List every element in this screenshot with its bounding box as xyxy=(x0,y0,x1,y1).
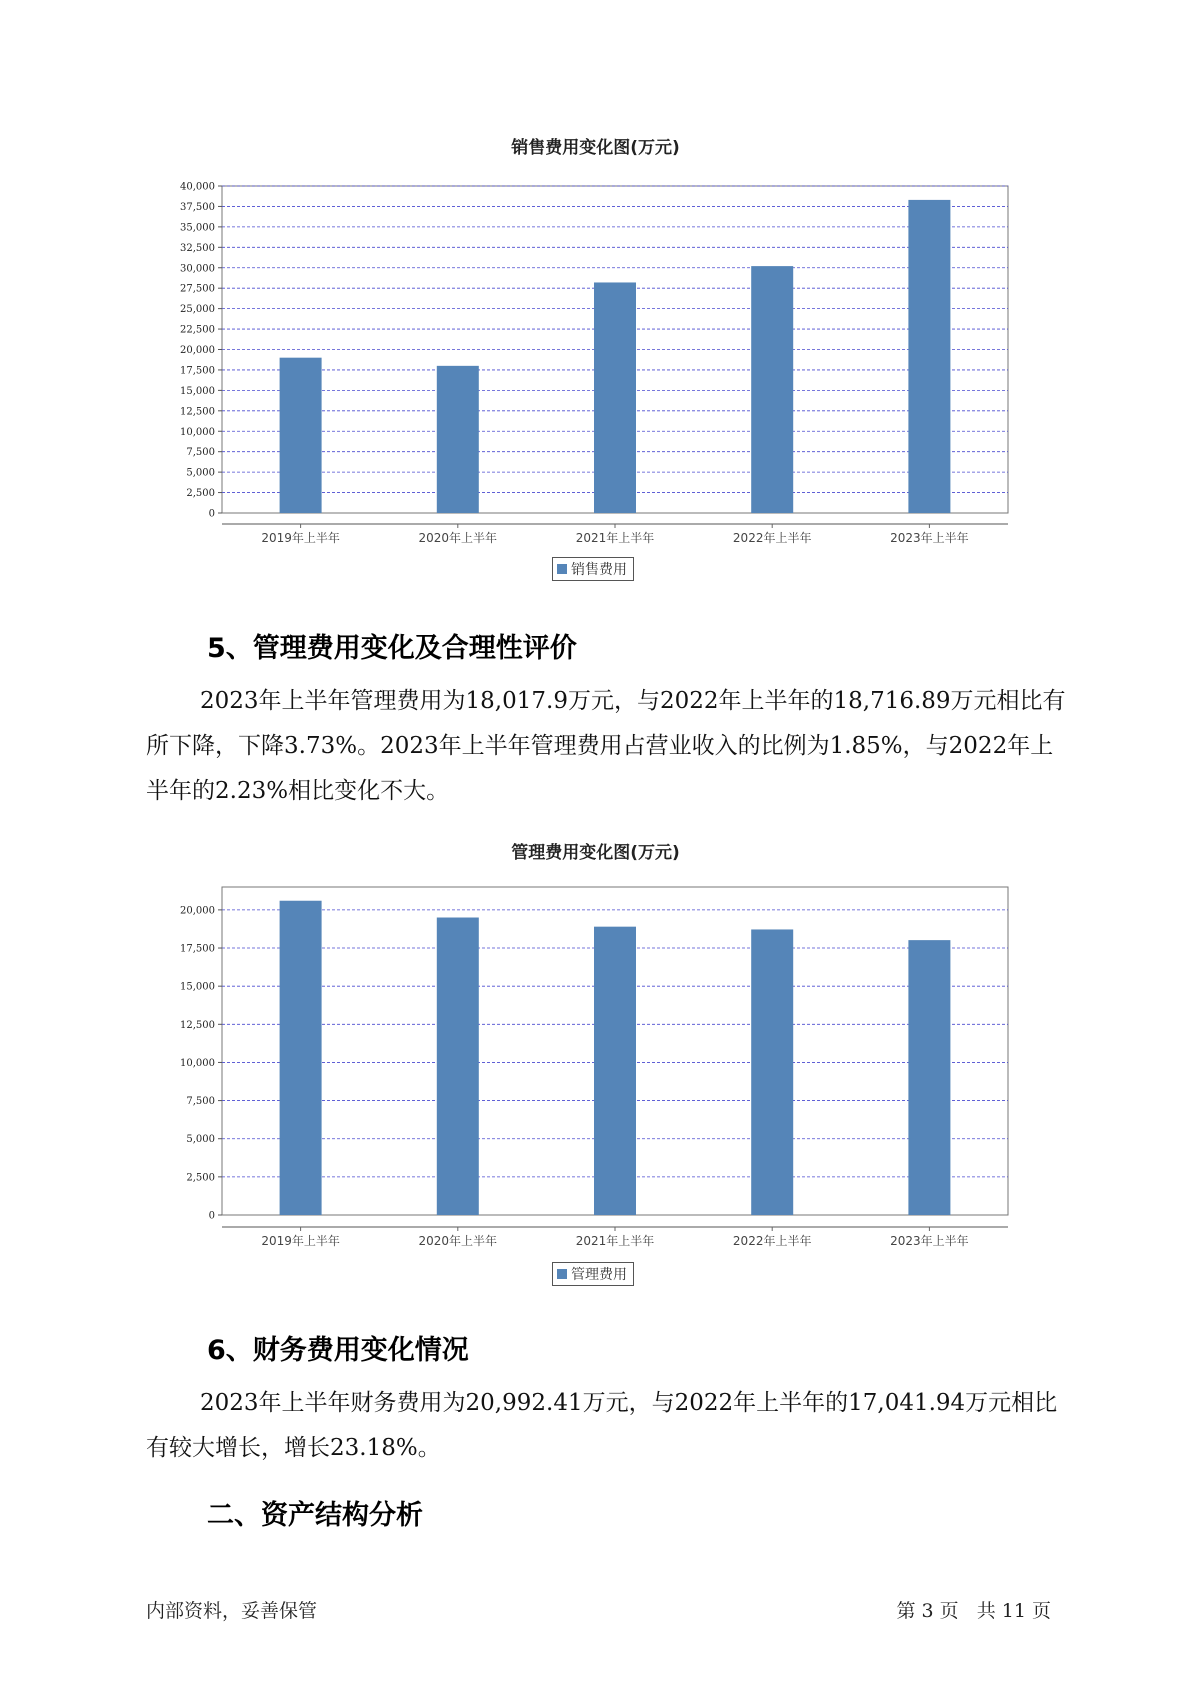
y-tick-label: 5,000 xyxy=(186,1134,215,1146)
y-tick-label: 12,500 xyxy=(180,1019,215,1031)
x-tick-label: 2022年上半年 xyxy=(732,531,812,545)
y-tick-label: 25,000 xyxy=(180,304,215,316)
section-5-paragraph: 2023年上半年管理费用为18,017.9万元，与2022年上半年的18,716.89万元相比有所下降，下降3.73%。2023年上半年管理费用占营业收入的比例为1.85%，与2022年上半年的2.23%相比变化不大。 xyxy=(146,688,1066,804)
y-tick-label: 15,000 xyxy=(180,385,215,397)
chart1-legend-label: 销售费用 xyxy=(571,562,627,578)
bar-2022年上半年 xyxy=(751,929,793,1215)
y-tick-label: 5,000 xyxy=(186,467,215,479)
section-6-paragraph: 2023年上半年财务费用为20,992.41万元，与2022年上半年的17,041.94万元相比有较大增长，增长23.18%。 xyxy=(146,1390,1058,1461)
x-tick-label: 2021年上半年 xyxy=(575,531,655,545)
y-tick-label: 10,000 xyxy=(180,426,215,438)
y-tick-label: 37,500 xyxy=(180,201,215,213)
y-tick-label: 20,000 xyxy=(180,905,215,917)
y-tick-label: 2,500 xyxy=(186,488,215,500)
x-tick-label: 2020年上半年 xyxy=(418,1234,498,1248)
bar-2021年上半年 xyxy=(594,927,636,1215)
y-tick-label: 0 xyxy=(208,1210,215,1222)
y-tick-label: 10,000 xyxy=(180,1057,215,1069)
legend-swatch xyxy=(557,1269,567,1279)
y-tick-label: 7,500 xyxy=(186,1096,215,1108)
x-tick-label: 2023年上半年 xyxy=(890,531,969,545)
y-tick-label: 27,500 xyxy=(180,283,215,295)
x-tick-label: 2019年上半年 xyxy=(261,1234,340,1248)
y-tick-label: 0 xyxy=(208,508,215,520)
footer-confidential: 内部资料，妥善保管 xyxy=(146,1600,318,1622)
y-tick-label: 30,000 xyxy=(180,263,215,275)
y-tick-label: 22,500 xyxy=(180,324,215,336)
x-tick-label: 2020年上半年 xyxy=(418,531,498,545)
y-tick-label: 7,500 xyxy=(186,447,215,459)
chart2-legend xyxy=(552,1262,634,1286)
x-tick-label: 2023年上半年 xyxy=(890,1234,969,1248)
y-tick-label: 17,500 xyxy=(180,943,215,955)
bar-2020年上半年 xyxy=(437,918,479,1215)
section-2-heading: 二、资产结构分析 xyxy=(207,1500,423,1531)
chart1-title: 销售费用变化图(万元) xyxy=(511,138,680,158)
y-tick-label: 17,500 xyxy=(180,365,215,377)
section-5-heading: 5、管理费用变化及合理性评价 xyxy=(207,633,577,664)
y-tick-label: 2,500 xyxy=(186,1172,215,1184)
bar-2019年上半年 xyxy=(280,901,322,1215)
y-tick-label: 15,000 xyxy=(180,981,215,993)
y-tick-label: 40,000 xyxy=(180,181,215,193)
footer-page-number: 第 3 页 共 11 页 xyxy=(896,1600,1051,1622)
chart2-legend-label: 管理费用 xyxy=(571,1267,627,1283)
section-6-heading: 6、财务费用变化情况 xyxy=(207,1335,469,1366)
y-tick-label: 12,500 xyxy=(180,406,215,418)
x-tick-label: 2019年上半年 xyxy=(261,531,340,545)
bar-2023年上半年 xyxy=(908,940,950,1215)
x-tick-label: 2021年上半年 xyxy=(575,1234,655,1248)
y-tick-label: 32,500 xyxy=(180,242,215,254)
x-tick-label: 2022年上半年 xyxy=(732,1234,812,1248)
y-tick-label: 20,000 xyxy=(180,345,215,356)
y-tick-label: 35,000 xyxy=(180,222,215,234)
chart2-title: 管理费用变化图(万元) xyxy=(511,843,680,863)
